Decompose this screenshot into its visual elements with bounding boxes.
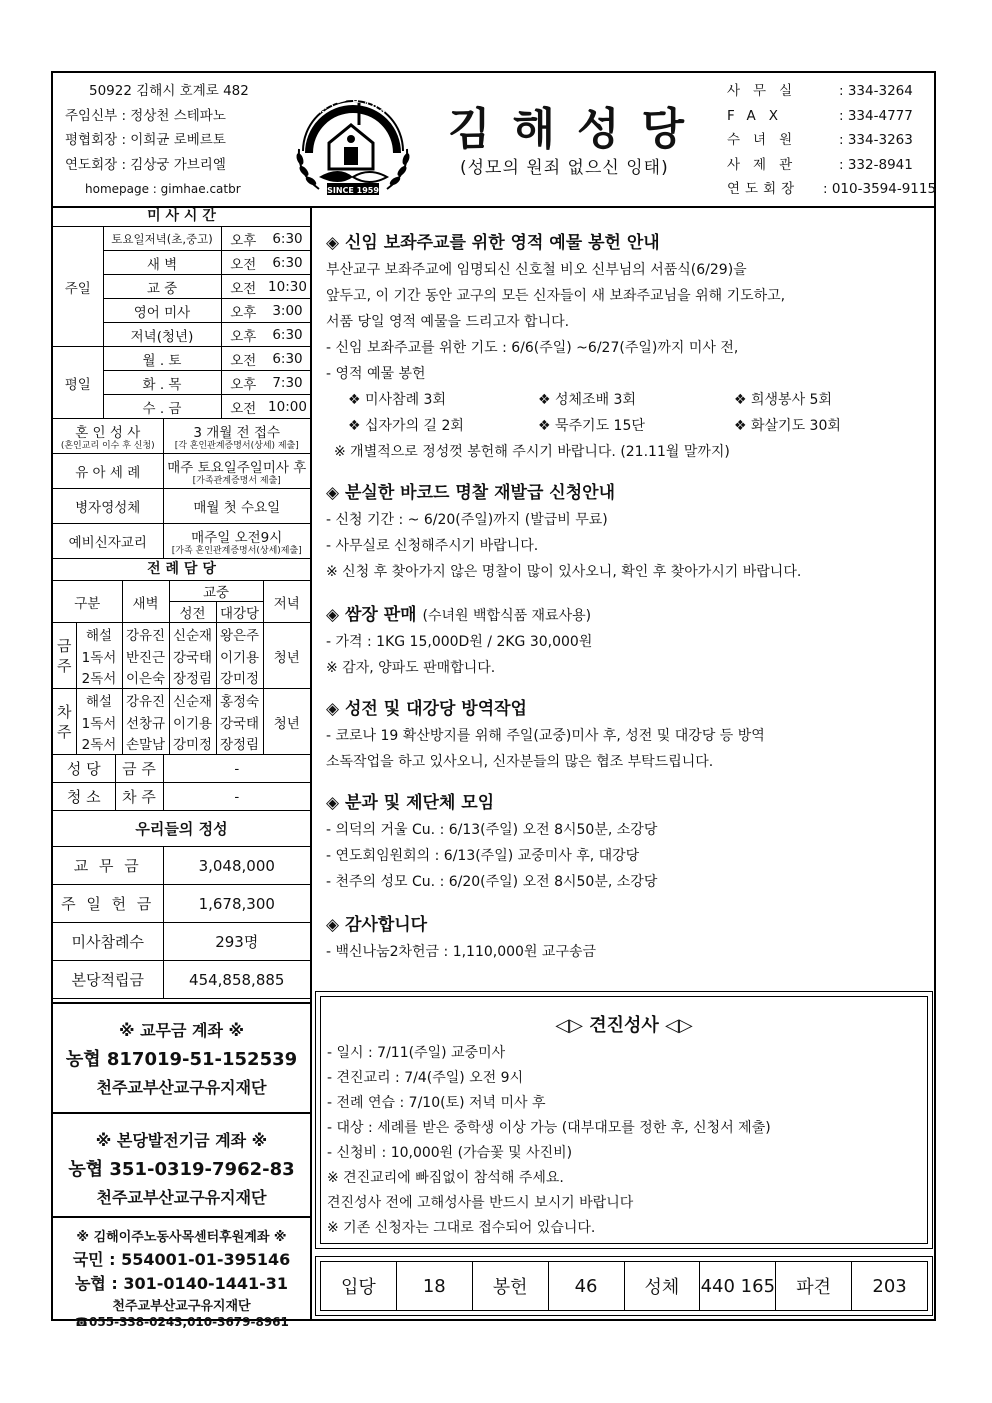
stat-value: 440 165 [700,1262,776,1310]
contact-fax: FAX : 334-4777 [727,107,913,124]
cleaning-table [53,754,310,811]
table-row: 차주 해설 강유진 신순재 홍정숙 청년 [53,689,310,711]
table-row: 새 벽 오전 6:30 [53,251,310,275]
sacraments-table [53,418,310,559]
table-row: 주 일 헌 금 1,678,300 [53,885,310,923]
offering-table [53,846,310,999]
liturgy-title: 전 례 담 당 [53,558,310,581]
table-row: 미사참례수 293명 [53,923,310,961]
table-row: 1독서 반진근 강국태 이기용 [53,645,310,667]
confirmation-title: ◁▷ 견진성사 ◁▷ [555,1015,693,1036]
stat-label: 파견 [776,1262,852,1310]
table-row: 교 중 오전 10:30 [53,275,310,299]
address: 50922 김해시 호계로 482 [89,83,249,99]
offering-grid-row: ❖ 미사참례 3회 ❖ 성체조배 3회 ❖ 희생봉사 5회 [348,392,832,408]
svg-text:천주교 김해성당 [315,91,392,118]
notice-ssamjang: ◈ 쌈장 판매 (수녀원 백합식품 재료사용) - 가격 : 1KG 15,000D원 / 2KG 30,000원 ※ 감자, 양파도 판매합니다. [326,605,593,676]
bulletin-sheet [51,71,937,1329]
mass-times-table [53,226,310,419]
weekday-label: 평일 [53,347,103,419]
table-row: 주일 토요일저녁(초,중고) 오후 6:30 [53,227,310,251]
stat-value: 18 [397,1262,473,1310]
seal-text: 천주교 김해성당 [315,92,391,118]
legion-chair: 연도회장 : 김상궁 가브리엘 [65,156,226,173]
contact-office: 사무실 : 334-3264 [727,83,913,99]
notice-disinfection: ◈ 성전 및 대강당 방역작업 - 코로나 19 확산방지를 위해 주일(교중)미사 후, 성전 및 대강당 등 방역 소독작업을 하고 있사오니, 신자분들의 많은 협조 부탁드립니다. [326,699,765,770]
table-row: 저녁(청년) 오후 6:30 [53,323,310,347]
page-title: 김해성당 [448,104,707,155]
table-row: 2독서 손말남 강미정 장정림 [53,733,310,755]
homepage: homepage : gimhae.catbr [85,182,241,196]
pastor: 주임신부 : 정상천 스테파노 [65,107,226,124]
right-column [312,206,934,1321]
parish-seal-icon [289,81,417,199]
table-row: 평일 월 . 토 오전 6:30 [53,347,310,371]
seal-since: SINCE 1959 [327,186,379,195]
confirmation-box: ◁▷ 견진성사 ◁▷ - 일시 : 7/11(주일) 교중미사 - 견진교리 : 7/4(주일) 오전 9시 - 전례 연습 : 7/10(토) 저녁 미사 후 - 대상 : 세례를 받은 중학생 이상 가능 (대부대모를 정한 후, 신청서 제출) - 신청비 : 10,000원 (가슴꽃 및 사진비) ※ 견진교리에 빠짐없이 참석해 주세요. 견진성사 전에 고해성사를 반드시 보시기 바랍니다 ※ 기존 신청자는 그대로 접수되어 있습니다. [315,991,933,1249]
table-row: 예비신자교리 매주일 오전9시 [가족 혼인관계증명서(상세)제출] [53,524,310,559]
notice-thanks: ◈ 감사합니다 - 백신나눔2차헌금 : 1,110,000원 교구송금 [326,915,597,960]
mass-times-title: 미 사 시 간 [53,206,310,227]
attendance-stats [315,1256,933,1316]
table-row: 혼 인 성 사 (혼인교리 이수 후 신청) 3 개월 전 접수 [각 혼인관계증명서(상세) 제출] [53,419,310,454]
stat-label: 봉헌 [473,1262,549,1310]
liturgy-table: 구분 새벽 교중 저녁 성전 대강당 금주 해설 강유진 신순재 왕은주 청년 1독서 반진근 강국태 이기용 2독서 이은숙 장정림 강미정 차주 해설 강유진 신순재 홍정숙 청년 1독서 선창규 이기용 강국태 2독서 손말남 강미정 장정림 [53,580,310,755]
contact-rectory: 사제관 : 332-8941 [727,156,913,173]
table-row: 유 아 세 례 매주 토요일주일미사 후 [가족관계증명서 제출] [53,454,310,489]
offering-title: 우리들의 정성 [53,812,310,847]
stat-label: 성체 [625,1262,701,1310]
account-box-1: ※ 교무금 계좌 ※ 농협 817019-51-152539 천주교부산교구유지재단 [53,1002,310,1110]
notice-bishop: ◈ 신임 보좌주교를 위한 영적 예물 봉헌 안내 부산교구 보좌주교에 임명되신 신호철 비오 신부님의 서품식(6/29)을 앞두고, 이 기간 동안 교구의 모든 신자들이 새 보좌주교님을 위해 기도하고, 서품 당일 영적 예물을 드리고자 합니다. - 신임 보좌주교를 위한 기도 : 6/6(주일) ~6/27(주일)까지 미사 전, - 영적 예물 봉헌 ❖ 미사참례 3회 ❖ 성체조배 3회 ❖ 희생봉사 5회 ❖ 십자가의 길 2회 ❖ 묵주기도 15단 ❖ 화살기도 30회 ※ 개별적으로 정성껏 봉헌해 주시기 바랍니다. (21.11월 말까지) [326,228,926,465]
notice-meetings: ◈ 분과 및 제단체 모임 - 의덕의 거울 Cu. : 6/13(주일) 오전 8시50분, 소강당 - 연도회임원회의 : 6/13(주일) 교중미사 후, 대강당 - 천주의 성모 Cu. : 6/20(주일) 오전 8시50분, 소강당 [326,793,658,890]
notice-barcode: ◈ 분실한 바코드 명찰 재발급 신청안내 - 신청 기간 : ~ 6/20(주일)까지 (발급비 무료) - 사무실로 신청해주시기 바랍니다. ※ 신청 후 찾아가지 않은 명찰이 많이 있사오니, 확인 후 찾아가시기 바랍니다. [326,483,802,580]
left-column [53,206,312,1329]
stat-label: 입당 [321,1262,397,1310]
parish-info [65,79,295,202]
table-row: 금주 해설 강유진 신순재 왕은주 청년 [53,623,310,645]
council-chair: 평협회장 : 이희균 로베르토 [65,132,226,148]
header [53,73,937,208]
page-subtitle: (성모의 원죄 없으신 잉태) [460,158,669,178]
table-row: 본당적립금 454,858,885 [53,961,310,999]
table-row: 2독서 이은숙 장정림 강미정 [53,667,310,689]
stat-value: 203 [872,1275,907,1297]
sunday-label: 주일 [53,227,103,347]
contact-legion: 연도회장 : 010-3594-9115 [727,181,937,197]
table-row: 1독서 선창규 이기용 강국태 [53,711,310,733]
stat-value: 46 [549,1262,625,1310]
offering-grid-row: ❖ 십자가의 길 2회 ❖ 묵주기도 15단 ❖ 화살기도 30회 [348,418,841,434]
table-row: 교 무 금 3,048,000 [53,847,310,885]
contact-list [727,79,937,202]
labor-account-box: ※ 김해이주노동사목센터후원계좌 ※ 국민 : 554001-01-395146 농협 : 301-0140-1441-31 천주교부산교구유지재단 ☎055-338-0243,010-3679-8961 [53,1216,310,1322]
table-row: 청 소 차 주 - [53,783,310,811]
contact-convent: 수녀원 : 334-3263 [727,132,913,148]
account-box-2: ※ 본당발전기금 계좌 ※ 농협 351-0319-7962-83 천주교부산교구유지재단 [53,1112,310,1214]
table-row: 성 당 금 주 - [53,755,310,783]
table-row: 영어 미사 오후 3:00 [53,299,310,323]
table-row: 병자영성체 매월 첫 수요일 [53,489,310,524]
table-row: 수 . 금 오전 10:00 [53,395,310,419]
table-row: 화 . 목 오후 7:30 [53,371,310,395]
